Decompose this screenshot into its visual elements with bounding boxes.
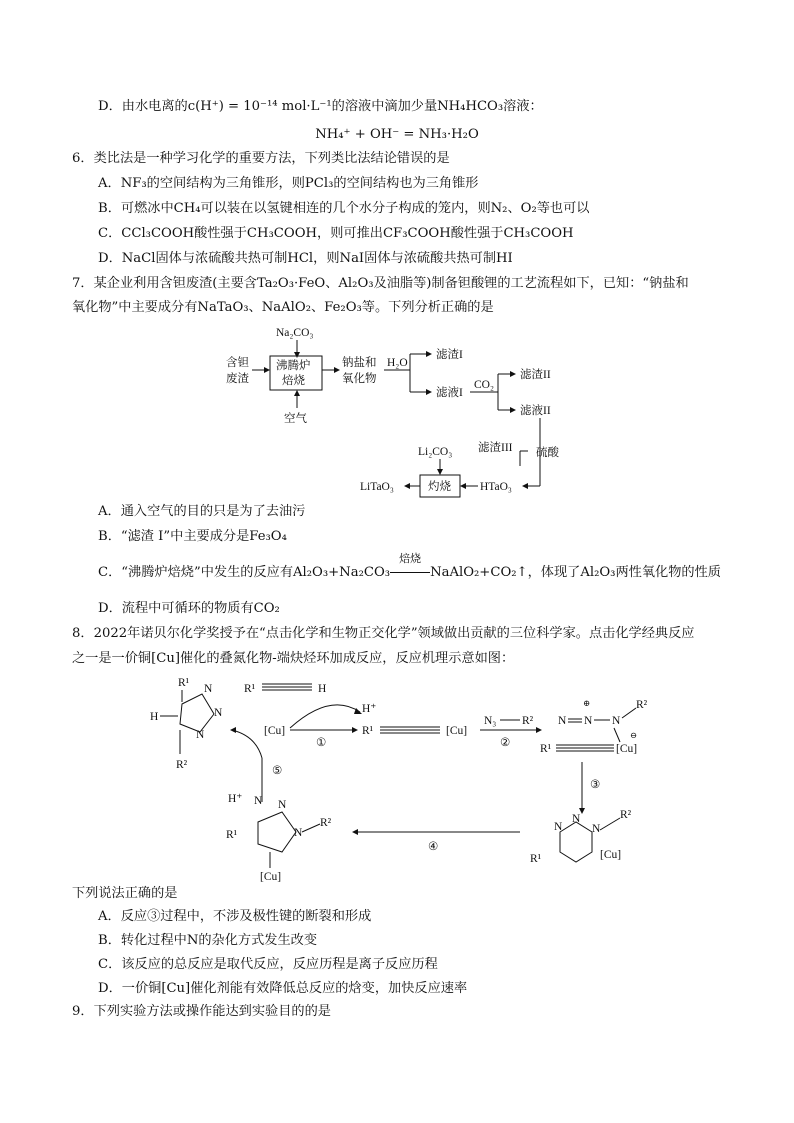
flow-li2co3: Li₂CO₃ — [418, 446, 453, 458]
mech-step1: ① — [316, 737, 327, 749]
q7-option-b: B．“滤渣 I”中主要成分是Fe₃O₄ — [98, 529, 287, 544]
mech-r2-c: R² — [636, 699, 648, 711]
q7-option-a: A．通入空气的目的只是为了去油污 — [98, 504, 306, 519]
mech-h: H — [150, 711, 159, 723]
mech-r1-d: R¹ — [530, 853, 542, 865]
q7-stem-line1: 7．某企业利用含钽废渣(主要含Ta₂O₃·FeO、Al₂O₃及油脂等)制备钽酸锂的工艺流程如下，已知：“钠盐和 — [72, 276, 689, 291]
svg-text:N: N — [584, 715, 593, 727]
mech-r2-a: R² — [176, 759, 188, 771]
svg-text:N: N — [592, 823, 601, 835]
mech-r2-b: R² — [522, 715, 534, 727]
mech-step5: ⑤ — [272, 765, 283, 777]
flow-filtrate1: 滤液I — [436, 387, 463, 399]
svg-text:N: N — [204, 683, 213, 695]
flow-box2: 灼烧 — [428, 481, 451, 493]
mech-r2-e: R² — [320, 817, 332, 829]
mech-step4: ④ — [428, 841, 439, 853]
q6-option-a: A．NF₃的空间结构为三角锥形，则PCl₃的空间结构也为三角锥形 — [98, 176, 479, 191]
mech-hplus-a: H⁺ — [362, 703, 377, 715]
flow-htao3: HTaO₃ — [480, 481, 512, 493]
flow-residue3: 滤渣III — [478, 442, 513, 454]
svg-text:H: H — [318, 683, 327, 695]
svg-text:N: N — [294, 827, 303, 839]
q8-option-c: C．该反应的总反应是取代反应，反应历程是离子反应历程 — [98, 957, 438, 972]
svg-text:N: N — [196, 729, 205, 741]
flow-box1-l1: 沸腾炉 — [276, 360, 311, 372]
mech-step2: ② — [500, 737, 511, 749]
svg-text:N: N — [214, 707, 223, 719]
flow-box1-l2: 焙烧 — [282, 375, 305, 387]
q9-stem: 9．下列实验方法或操作能达到实验目的的是 — [72, 1004, 331, 1019]
svg-text:N: N — [254, 795, 263, 807]
flow-prod2: 氧化物 — [342, 373, 377, 385]
svg-text:N: N — [612, 715, 621, 727]
q7-option-c-pre: C．“沸腾炉焙烧”中发生的反应有Al₂O₃+Na₂CO₃ — [98, 565, 391, 580]
mech-step3: ③ — [590, 779, 601, 791]
flow-water: H₂O — [387, 357, 408, 369]
flow-co2: CO₂ — [474, 379, 494, 391]
q6-option-c: C．CCl₃COOH酸性强于CH₃COOH，则可推出CF₃COOH酸性强于CH₃COOH — [98, 226, 574, 241]
q8-ask: 下列说法正确的是 — [72, 886, 178, 901]
mech-cu-acetylide: [Cu] — [446, 725, 468, 737]
mech-r1-b: R¹ — [362, 725, 374, 737]
svg-text:N: N — [572, 813, 581, 825]
q7-flow-diagram — [0, 318, 794, 498]
q8-option-b: B．转化过程中N的杂化方式发生改变 — [98, 933, 318, 948]
q7-option-d: D．流程中可循环的物质有CO₂ — [98, 601, 280, 616]
svg-text:N: N — [554, 821, 563, 833]
mech-n3: N₃ — [484, 715, 497, 727]
q5-option-d: D．由水电离的c(H⁺) = 10⁻¹⁴ mol·L⁻¹的溶液中滴加少量NH₄HCO₃溶液： — [98, 99, 543, 114]
mech-r1-alkyne: R¹ — [244, 683, 256, 695]
svg-text:N: N — [278, 799, 287, 811]
q7-stem-line2: 氧化物”中主要成分有NaTaO₃、NaAlO₂、Fe₂O₃等。下列分析正确的是 — [72, 300, 494, 315]
mech-cu-cycle: [Cu] — [600, 849, 622, 861]
q6-stem: 6．类比法是一种学习化学的重要方法，下列类比法结论错误的是 — [72, 151, 450, 166]
mech-r1-e: R¹ — [226, 829, 238, 841]
q6-option-b: B．可燃冰中CH₄可以装在以氢键相连的几个水分子构成的笼内，则N₂、O₂等也可以 — [98, 201, 590, 216]
q7-option-c — [98, 552, 721, 582]
flow-residue2: 滤渣II — [520, 369, 551, 381]
mech-cu-catalyst: [Cu] — [264, 725, 286, 737]
mech-cu-triazolide: [Cu] — [260, 871, 282, 882]
flow-filtrate2: 滤液II — [520, 405, 551, 417]
mech-r1-a: R¹ — [178, 677, 190, 689]
flow-air: 空气 — [284, 413, 307, 425]
mech-r2-d: R² — [620, 809, 632, 821]
flow-prod1: 钠盐和 — [342, 357, 377, 369]
mech-plus: ⊕ — [583, 698, 591, 708]
q7-option-c-post: NaAlO₂+CO₂↑，体现了Al₂O₃两性氧化物的性质 — [430, 565, 721, 580]
mech-cu-complex: [Cu] — [616, 743, 638, 755]
q8-option-a: A．反应③过程中，不涉及极性键的断裂和形成 — [98, 909, 372, 924]
q8-stem-line1: 8．2022年诺贝尔化学奖授予在“点击化学和生物正交化学”领域做出贡献的三位科学家。点击化学经典反应 — [72, 626, 695, 641]
flow-acid: 硫酸 — [536, 447, 559, 459]
flow-raw1: 含钽 — [226, 357, 249, 369]
flow-residue1: 滤渣I — [436, 349, 463, 361]
mech-minus: ⊖ — [630, 730, 638, 740]
q7-option-c-condition: 焙烧 — [390, 564, 430, 582]
q5-option-d-equation: NH₄⁺ + OH⁻ = NH₃·H₂O — [315, 127, 479, 142]
svg-text:N: N — [558, 715, 567, 727]
mech-hplus-b: H⁺ — [228, 793, 243, 805]
q8-option-d: D．一价铜[Cu]催化剂能有效降低总反应的焓变，加快反应速率 — [98, 981, 468, 996]
mech-r1-c: R¹ — [540, 743, 552, 755]
flow-raw2: 废渣 — [226, 373, 249, 385]
flow-na2co3: Na₂CO₃ — [276, 327, 314, 339]
q6-option-d: D．NaCl固体与浓硫酸共热可制HCl，则NaI固体与浓硫酸共热可制HI — [98, 251, 513, 266]
q8-mechanism-diagram — [0, 672, 794, 882]
q8-stem-line2: 之一是一价铜[Cu]催化的叠氮化物-端炔烃环加成反应，反应机理示意如图： — [72, 651, 515, 666]
flow-litao3: LiTaO₃ — [360, 481, 394, 493]
